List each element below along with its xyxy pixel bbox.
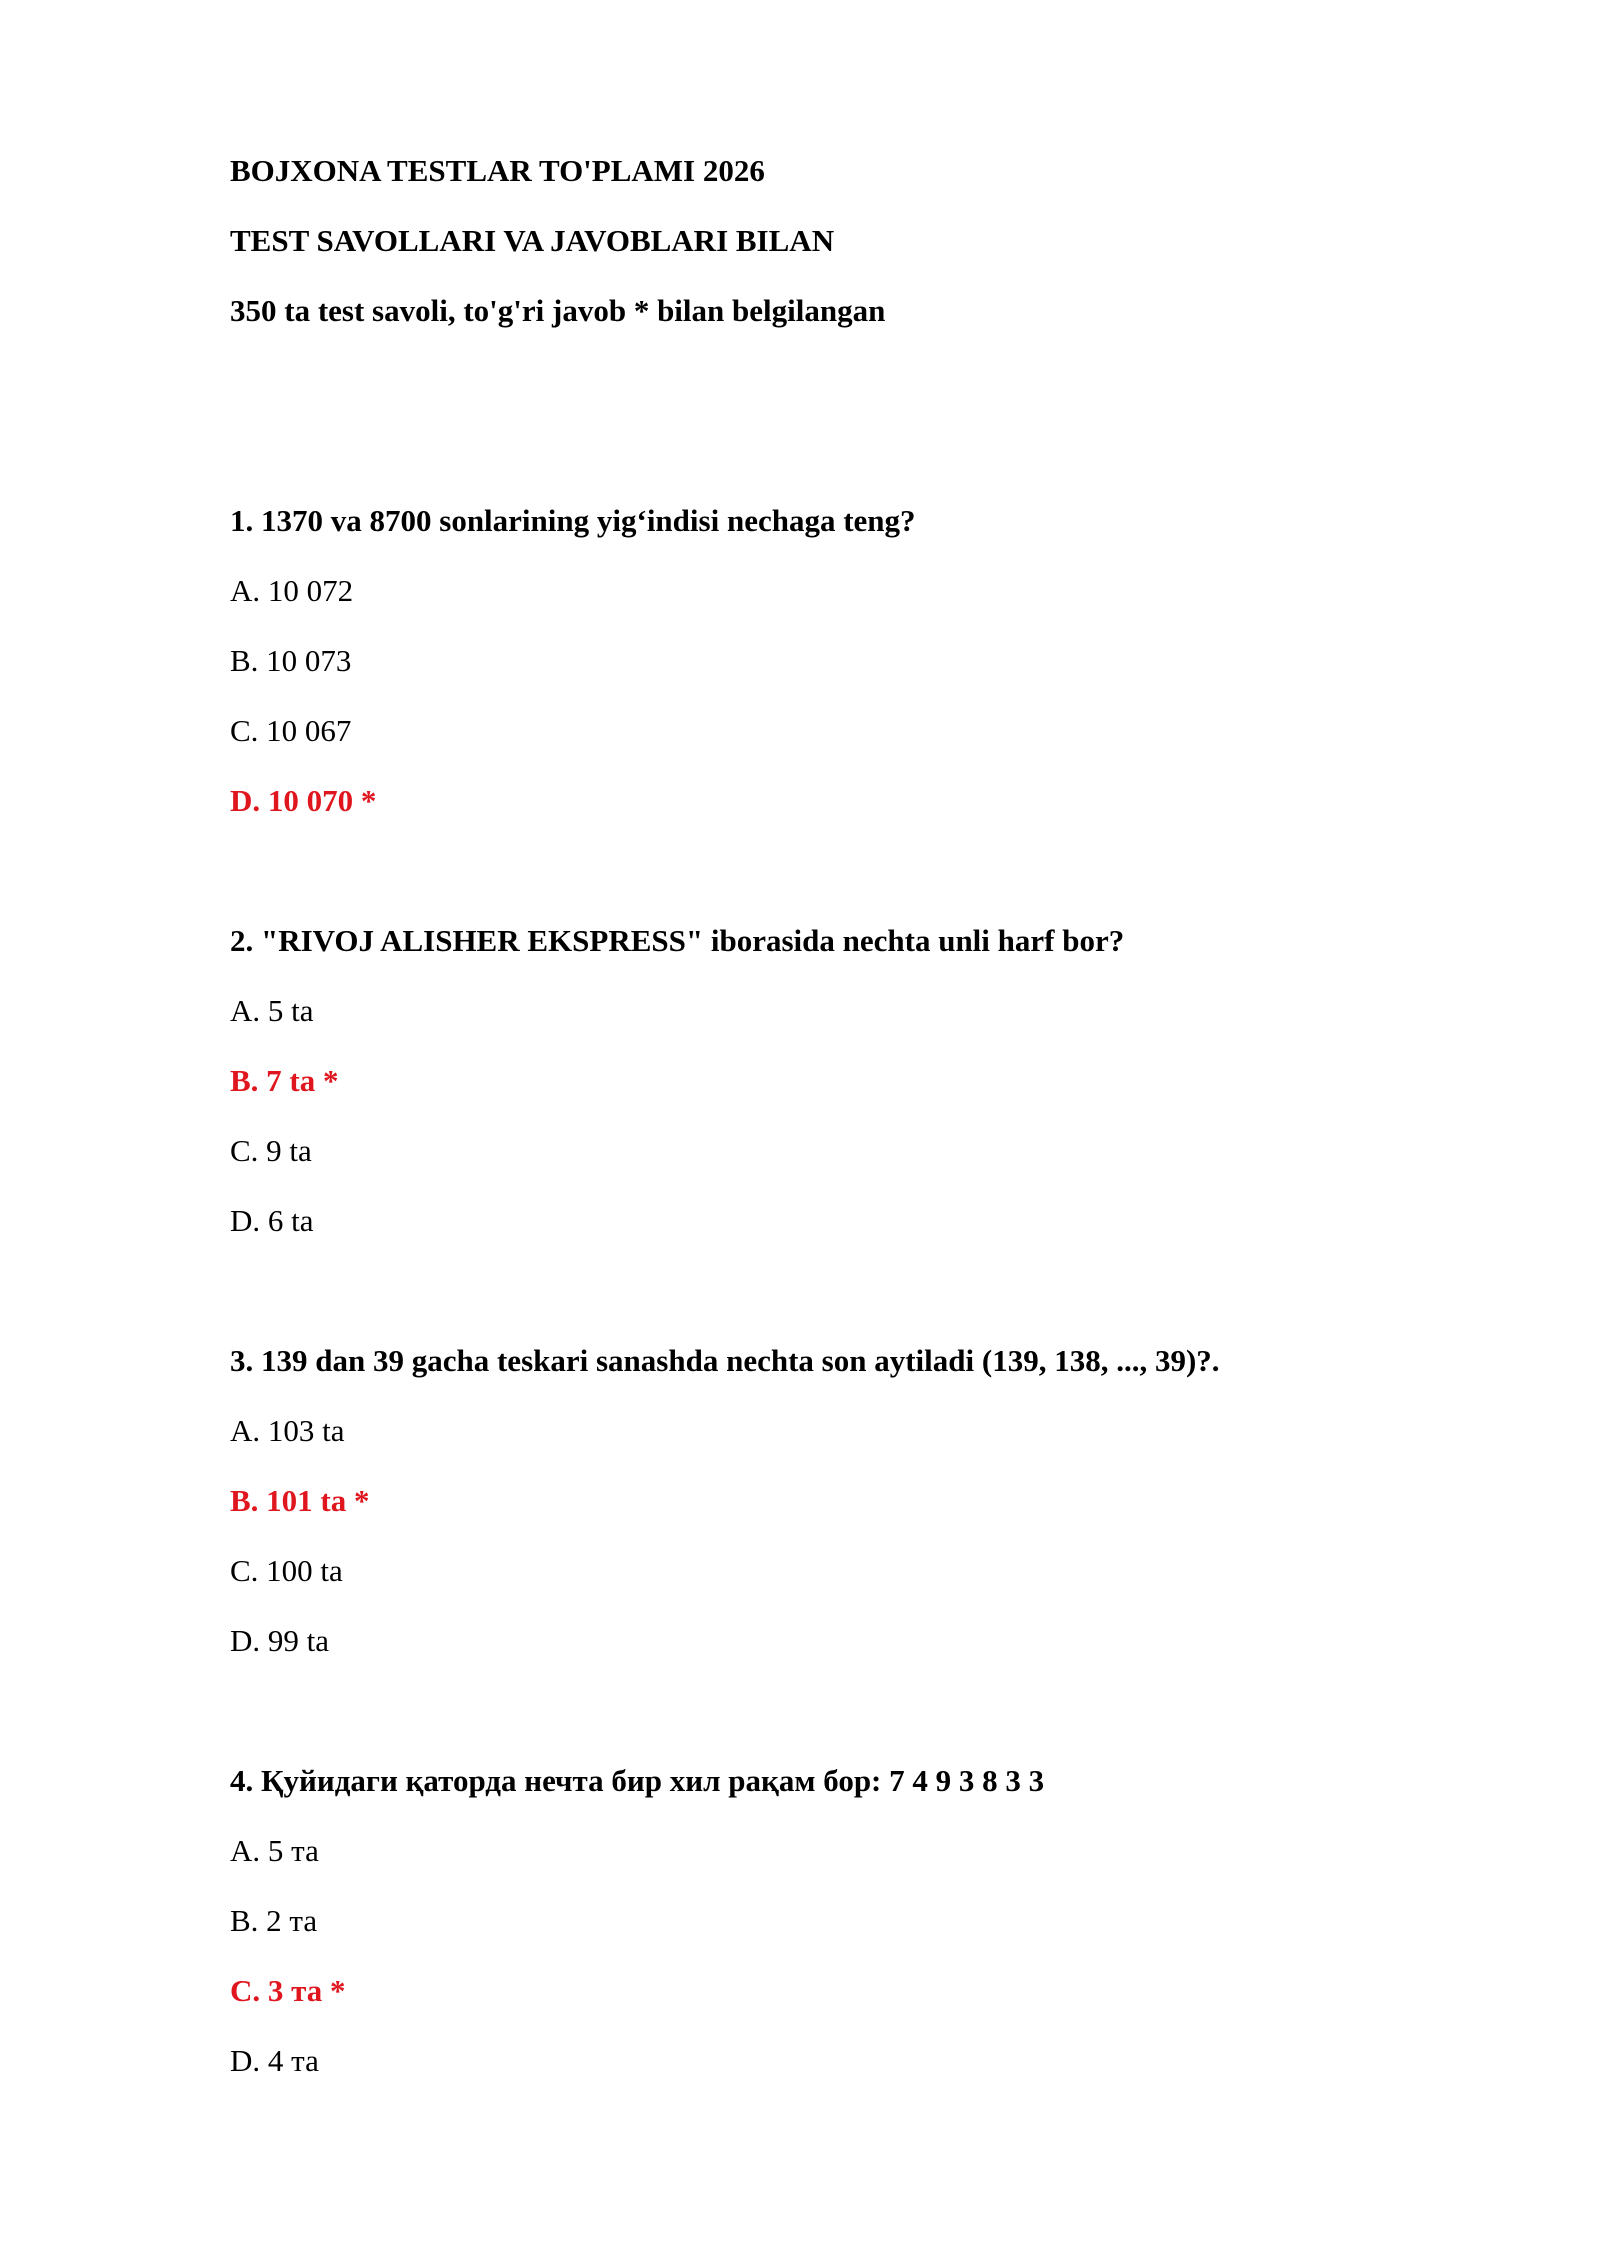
correct-answer-option: B. 7 ta * <box>230 1063 339 1098</box>
question-text: 3. 139 dan 39 gacha teskari sanashda nechta son aytiladi (139, 138, ..., 39)?. <box>230 1343 1220 1378</box>
document-title: BOJXONA TESTLAR TO'PLAMI 2026 <box>230 153 765 188</box>
document-note: 350 ta test savoli, to'g'ri javob * bilan belgilangan <box>230 293 886 328</box>
answer-option: B. 10 073 <box>230 643 352 678</box>
answer-option: D. 6 ta <box>230 1203 314 1238</box>
answer-option: D. 4 та <box>230 2043 319 2078</box>
document-subtitle: TEST SAVOLLARI VA JAVOBLARI BILAN <box>230 223 835 258</box>
correct-answer-option: C. 3 та * <box>230 1973 346 2008</box>
answer-option: C. 9 ta <box>230 1133 312 1168</box>
answer-option: A. 103 ta <box>230 1413 345 1448</box>
answer-option: A. 10 072 <box>230 573 354 608</box>
question-text: 4. Қуйидаги қаторда нечта бир хил рақам бор: 7 4 9 3 8 3 3 <box>230 1763 1045 1798</box>
question-text: 2. "RIVOJ ALISHER EKSPRESS" iborasida nechta unli harf bor? <box>230 923 1125 958</box>
question-text: 1. 1370 va 8700 sonlarining yig‘indisi nechaga teng? <box>230 503 916 538</box>
answer-option: A. 5 та <box>230 1833 319 1868</box>
correct-answer-option: B. 101 ta * <box>230 1483 370 1518</box>
correct-answer-option: D. 10 070 * <box>230 783 377 818</box>
answer-option: A. 5 ta <box>230 993 314 1028</box>
answer-option: C. 10 067 <box>230 713 352 748</box>
answer-option: C. 100 ta <box>230 1553 343 1588</box>
answer-option: B. 2 та <box>230 1903 318 1938</box>
answer-option: D. 99 ta <box>230 1623 330 1658</box>
